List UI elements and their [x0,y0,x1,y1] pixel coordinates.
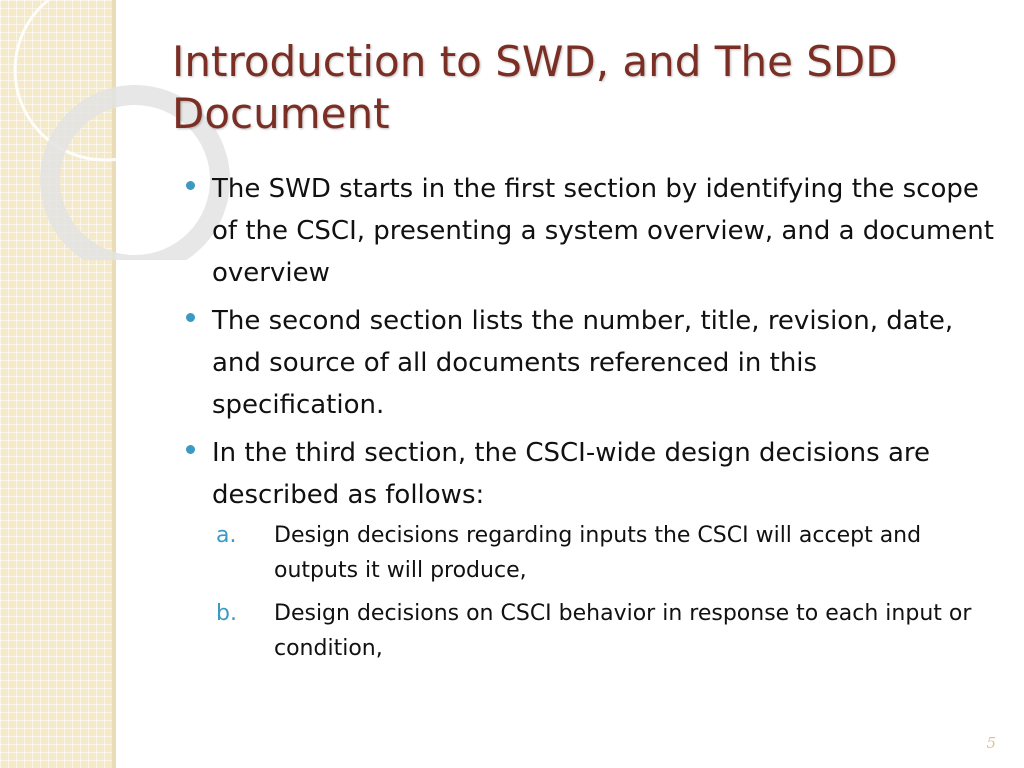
sub-list [212,518,996,666]
bullet-dot-icon [186,313,195,322]
bullet-text: In the third section, the CSCI-wide design decisions are described as follows: [212,438,931,510]
sub-list-item [212,596,996,666]
bullet-item [186,168,996,294]
bullet-list [186,168,996,666]
bullet-item [186,432,996,666]
bullet-dot-icon [186,181,195,190]
slide-number: 5 [986,734,996,752]
slide-body [186,168,996,674]
bullet-item [186,300,996,426]
sub-item-marker: b. [216,601,237,626]
sub-item-marker: a. [216,523,237,548]
bullet-dot-icon [186,445,195,454]
slide-title: Introduction to SWD, and The SDD Document [172,37,898,138]
sub-item-text: Design decisions regarding inputs the CSCI will accept and outputs it will produce, [274,523,922,583]
bullet-text: The second section lists the number, title, revision, date, and source of all documents referenced in this specification. [212,306,954,420]
bullet-text: The SWD starts in the first section by identifying the scope of the CSCI, presenting a system overview, and a document overview [212,174,994,288]
sub-item-text: Design decisions on CSCI behavior in response to each input or condition, [274,601,972,661]
sub-list-item [212,518,996,588]
